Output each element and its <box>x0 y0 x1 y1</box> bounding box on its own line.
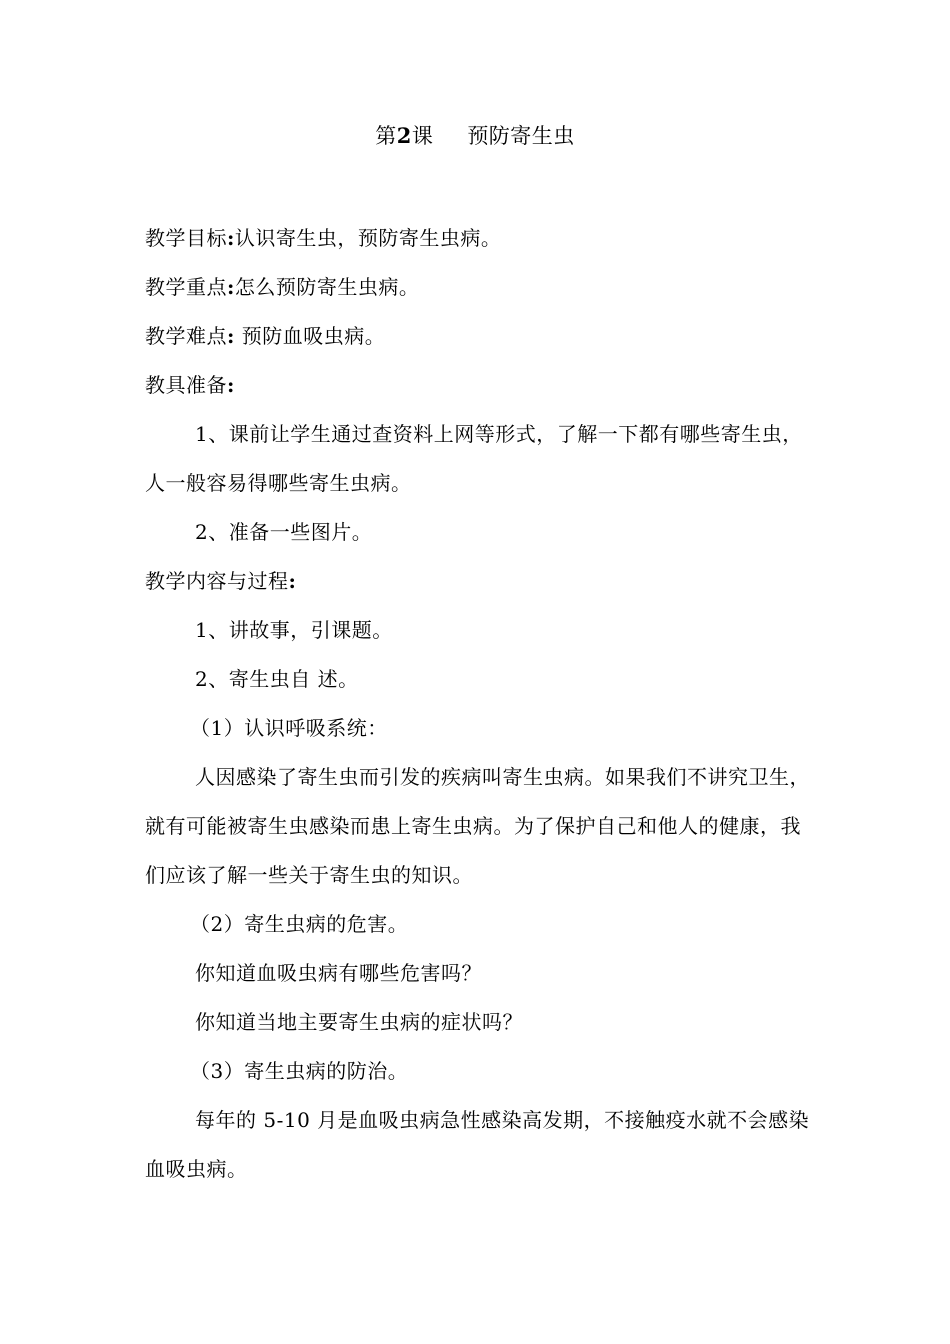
difficulties-line <box>145 312 810 361</box>
sub-text-3: 每年的 5-10 月是血吸虫病急性感染高发期，不接触疫水就不会感染血吸虫病。 <box>145 1108 810 1181</box>
sub-heading-1: （1）认识呼吸系统： <box>190 716 388 740</box>
lesson-name: 预防寄生虫 <box>467 124 575 148</box>
materials-colon: : <box>227 373 235 397</box>
difficulties-label: 教学难点 <box>145 324 227 348</box>
process-label: 教学内容与过程 <box>145 569 289 593</box>
lesson-title <box>0 118 950 154</box>
process-heading <box>145 557 810 606</box>
objectives-text: 认识寄生虫，预防寄生虫病。 <box>234 226 502 250</box>
process-step-2: 2、寄生虫自 述。 <box>195 667 359 691</box>
materials-item-2: 2、准备一些图片。 <box>195 520 373 544</box>
key-points-line <box>145 263 810 312</box>
question-1: 你知道血吸虫病有哪些危害吗？ <box>195 961 482 985</box>
lesson-number: 2 <box>396 123 412 148</box>
objectives-colon: : <box>227 226 235 250</box>
objectives-label: 教学目标 <box>145 226 227 250</box>
title-prefix: 第 <box>375 124 397 148</box>
process-step-1: 1、讲故事，引课题。 <box>195 618 393 642</box>
process-colon: : <box>288 569 297 593</box>
objectives-line <box>145 214 810 263</box>
materials-label: 教具准备 <box>145 373 227 397</box>
difficulties-text: 预防血吸虫病。 <box>234 324 386 348</box>
materials-heading <box>145 361 810 410</box>
question-2: 你知道当地主要寄生虫病的症状吗？ <box>195 1010 523 1034</box>
key-points-label: 教学重点 <box>145 275 227 299</box>
sub-heading-2: （2）寄生虫病的危害。 <box>190 912 409 936</box>
title-suffix: 课 <box>411 124 434 148</box>
sub-text-1: 人因感染了寄生虫而引发的疾病叫寄生虫病。如果我们不讲究卫生，就有可能被寄生虫感染而患上寄生虫病。为了保护自己和他人的健康，我们应该了解一些关于寄生虫的知识。 <box>145 765 810 887</box>
lesson-body <box>145 214 810 1194</box>
key-points-colon: : <box>227 275 235 299</box>
materials-item-1: 1、课前让学生通过查资料上网等形式，了解一下都有哪些寄生虫，人一般容易得哪些寄生虫病。 <box>145 422 803 495</box>
key-points-text: 怎么预防寄生虫病。 <box>234 275 420 299</box>
difficulties-colon: : <box>227 324 235 348</box>
sub-heading-3: （3）寄生虫病的防治。 <box>190 1059 409 1083</box>
